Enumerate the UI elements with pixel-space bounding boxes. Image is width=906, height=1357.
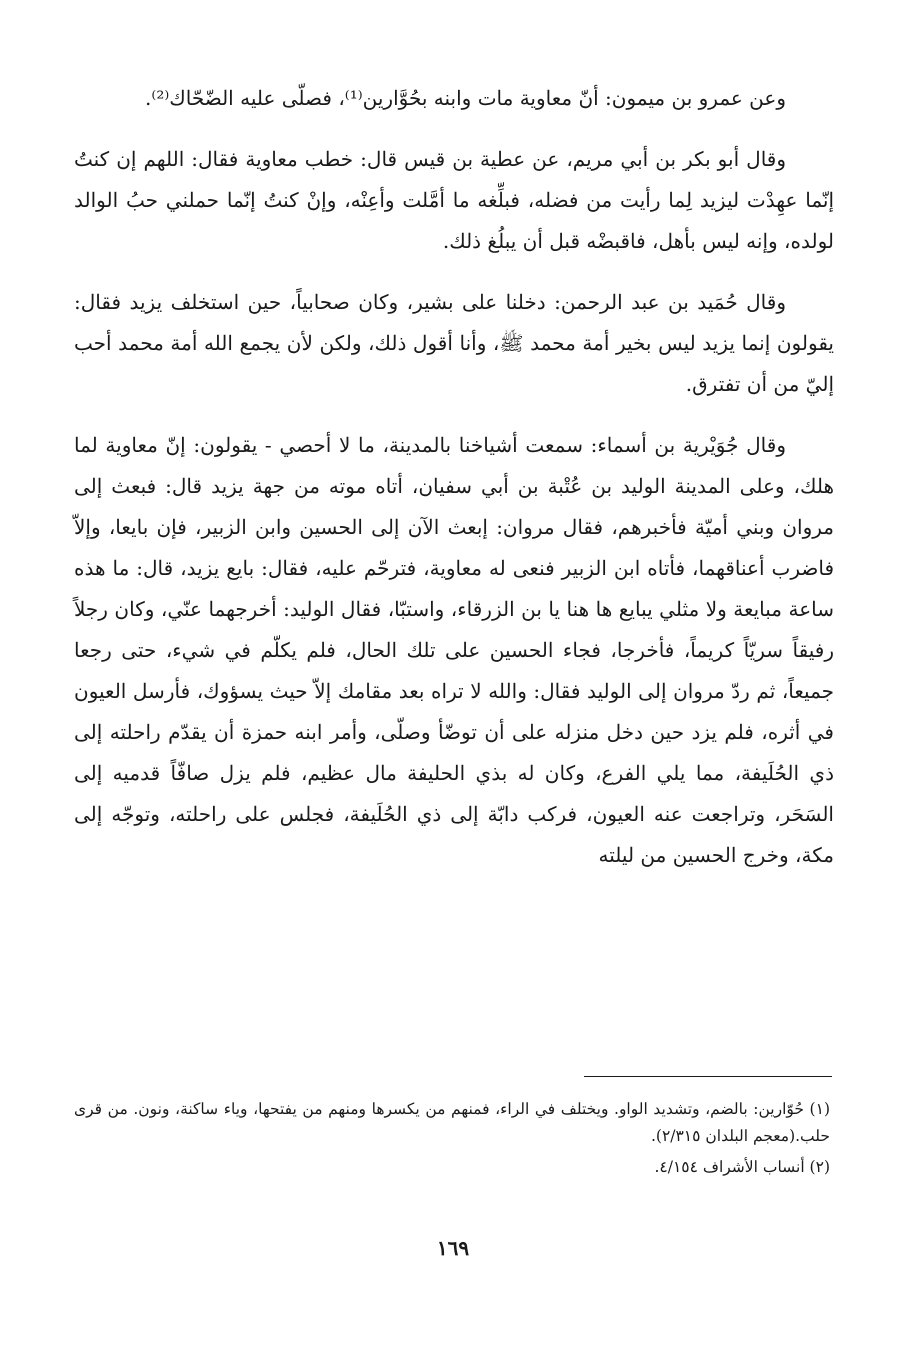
footnote-2: (٢) أنساب الأشراف ٤/١٥٤. xyxy=(654,1158,830,1176)
paragraph-humayd-ibn-abd-al-rahman: وقال حُمَيد بن عبد الرحمن: دخلنا على بشير، وكان صحابياً، حين استخلف يزيد فقال: يقولون إنما يزيد ليس بخير أمة محمد ﷺ، وأنا أقول ذلك، ولكن لأن يجمع الله أمة محمد أحب إليّ من أن تفترق. xyxy=(74,290,834,396)
footnote-1: (١) حُوّارين: بالضم، وتشديد الواو. ويختلف في الراء، فمنهم من يكسرها ومنهم من يفتحها، وياء ساكنة، ونون. من قرى حلب.(معجم البلدان ٢/٣١٥). xyxy=(74,1100,830,1145)
paragraph-juwayriya-ibn-asma: وقال جُوَيْرية بن أسماء: سمعت أشياخنا بالمدينة، ما لا أحصي - يقولون: إنّ معاوية لما هلك، وعلى المدينة الوليد بن عُتْبة بن أبي سفيان، أتاه موته من جهة يزيد قال: فبعث إلى مروان وبني أميّة فأخبرهم، فقال مروان: إبعث الآن إلى الحسين وابن الزبير، فإن بايعا، وإلاّ فاضرب أعناقهما، فأتاه ابن الزبير فنعى له معاوية، فترحّم عليه، فقال: بايع يزيد، قال: ما هذه ساعة مبايعة ولا مثلي يبايع ها هنا يا بن الزرقاء، واستبّا، فقال الوليد: أخرجهما عنّي، وكان رجلاً رفيقاً سريّاً كريماً، فأخرجا، فجاء الحسين على تلك الحال، فلم يكلّم في شيء، حتى رجعا جميعاً، ثم ردّ مروان إلى الوليد فقال: والله لا تراه بعد مقامك إلاّ حيث يسؤوك، فأرسل العيون في أثره، فلم يزد حين دخل منزله على أن توضّأ وصلّى، وأمر ابنه حمزة أن يقدّم راحلته إلى ذي الحُلَيفة، مما يلي الفرع، وكان له بذي الحليفة مال عظيم، فلم يزل صافّاً قدميه إلى السَحَر، وتراجعت عنه العيون، فركب دابّة إلى ذي الحُلَيفة، فجلس على راحلته، وتوجّه إلى مكة، وخرج الحسين من ليلته xyxy=(74,433,834,867)
paragraph-abu-bakr-ibn-abi-maryam: وقال أبو بكر بن أبي مريم، عن عطية بن قيس قال: خطب معاوية فقال: اللهم إن كنتُ إنّما عهِدْت ليزيد لِما رأيت من فضله، فبلِّغه ما أمَّلت وأعِنْه، وإنْ كنتُ إنّما حملني حبُ الوالد لولده، وإنه ليس بأهل، فاقبضْه قبل أن يبلُغ ذلك. xyxy=(74,147,834,253)
footnotes xyxy=(74,1096,830,1185)
main-text xyxy=(74,78,834,896)
footnote-divider xyxy=(584,1076,832,1077)
paragraph-amr-ibn-maymun: وعن عمرو بن ميمون: أنّ معاوية مات وابنه بحُوَّارين⁽¹⁾، فصلّى عليه الضّحّاك⁽²⁾. xyxy=(145,86,786,110)
page-number: ١٦٩ xyxy=(436,1236,470,1260)
